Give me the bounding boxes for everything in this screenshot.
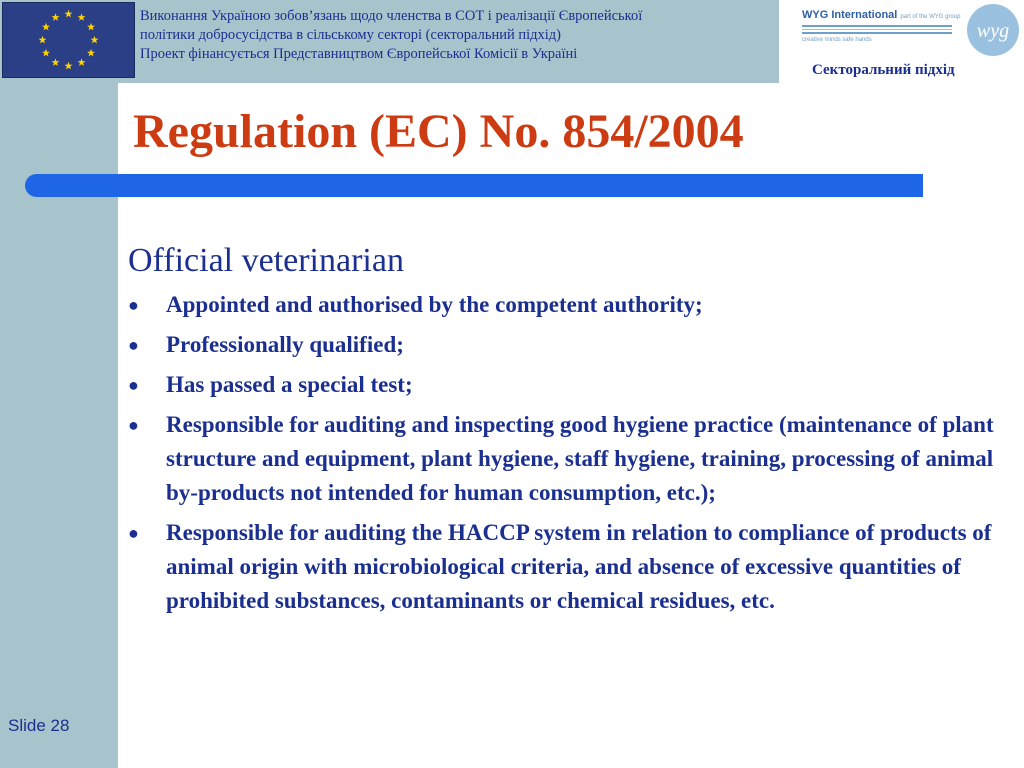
bullet-dot-icon: ● [128, 335, 139, 355]
left-sidebar-band [0, 0, 118, 768]
bullet-dot-icon: ● [128, 375, 139, 395]
sector-label: Секторальний підхід [812, 62, 955, 78]
bullet-item [128, 516, 1018, 618]
bullet-list [128, 288, 1018, 618]
slide-title: Regulation (EC) No. 854/2004 [133, 105, 744, 158]
project-header [140, 7, 770, 64]
bullet-dot-icon: ● [128, 523, 139, 543]
bullet-dot-icon: ● [128, 415, 139, 435]
project-header-line-2: політики добросусідства в сільському секторі (секторальний підхід) [140, 27, 562, 43]
wyg-logo-brand [802, 9, 960, 21]
project-header-line-3: Проект фінансується Представництвом Європейської Комісії в Україні [140, 46, 578, 62]
title-underline-bar [25, 174, 923, 197]
bullet-item [128, 288, 1018, 322]
bullet-dot-icon: ● [128, 295, 139, 315]
bullet-item [128, 328, 1018, 362]
wyg-tagline: creative minds safe hands [802, 37, 872, 43]
project-header-line-1: Виконання Україною зобов’язань щодо членства в СОТ і реалізації Європейської [140, 8, 643, 24]
wyg-brand-sub: part of the WYG group [900, 14, 961, 20]
wyg-logo-mark: wyg [976, 20, 1010, 42]
bullet-text: Responsible for auditing and inspecting good hygiene practice (maintenance of plant structure and equipment, plant hygiene, staff hygiene, training, processing of animal by-products not intended for human consumption, etc.); [166, 412, 994, 505]
bullet-item [128, 368, 1018, 402]
slide-number: Slide 28 [8, 716, 70, 735]
slide-content [128, 240, 1018, 624]
slide-subheading: Official veterinarian [128, 242, 404, 279]
bullet-text: Professionally qualified; [166, 332, 404, 357]
wyg-logo-icon [966, 3, 1020, 57]
bullet-text: Responsible for auditing the HACCP system in relation to compliance of products of animal origin with microbiological criteria, and absence of excessive quantities of prohibited substances, contaminants or chemical residues, etc. [166, 520, 992, 613]
wyg-logo-lines-icon [802, 24, 952, 36]
wyg-brand-name: WYG International [802, 9, 898, 21]
bullet-text: Has passed a special test; [166, 372, 413, 397]
bullet-item [128, 408, 1018, 510]
bullet-text: Appointed and authorised by the competent authority; [166, 292, 703, 317]
eu-flag-icon [2, 2, 135, 78]
